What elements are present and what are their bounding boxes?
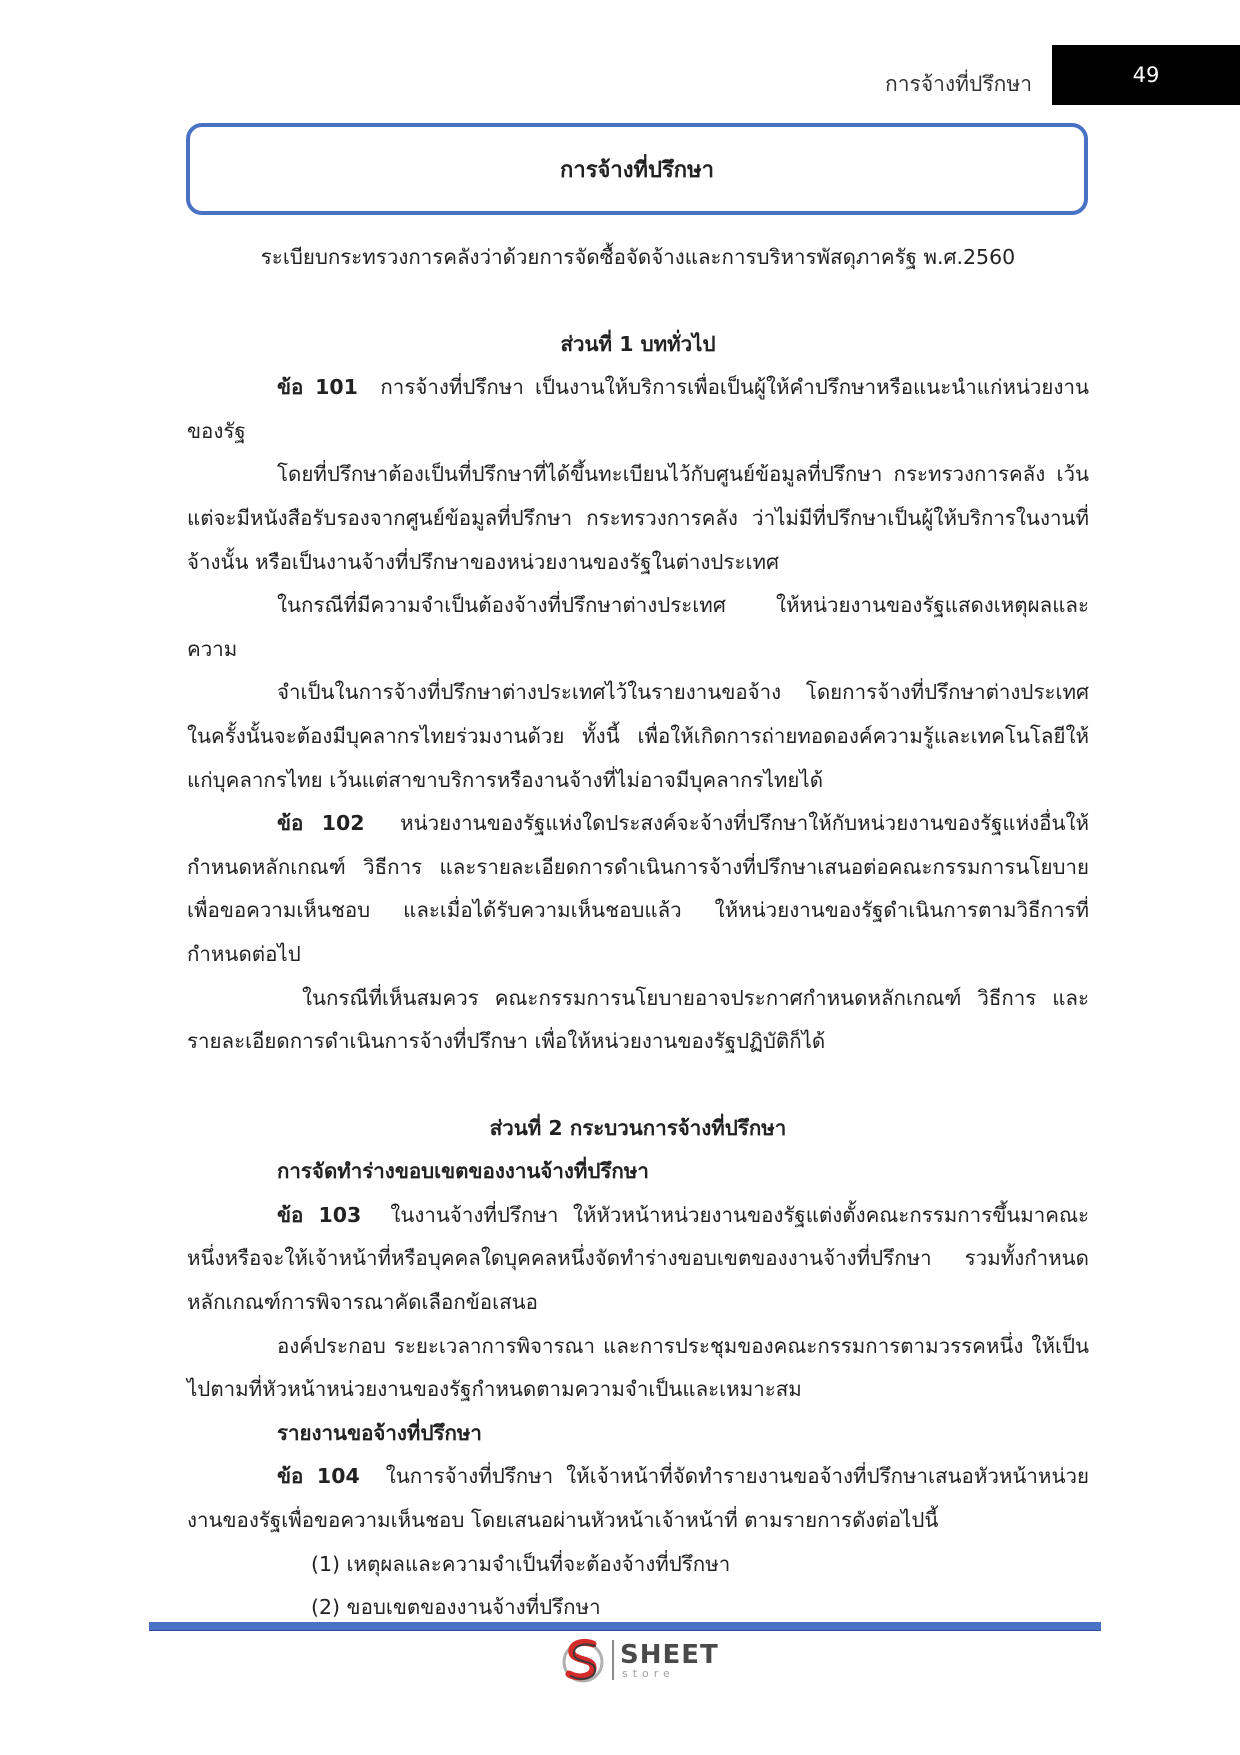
logo-word: SHEET: [620, 1639, 719, 1670]
section-104: [187, 1455, 1089, 1542]
list-item: (1) เหตุผลและความจำเป็นที่จะต้องจ้างที่ปรึกษา: [311, 1551, 731, 1576]
subheading-tor: การจัดทำร่างขอบเขตของงานจ้างที่ปรึกษา: [277, 1159, 649, 1184]
page-number: 49: [1052, 45, 1240, 105]
part2-heading: ส่วนที่ 2 กระบวนการจ้างที่ปรึกษา: [489, 1115, 787, 1140]
chapter-title-box: การจ้างที่ปรึกษา: [186, 123, 1088, 215]
logo-text: [620, 1639, 719, 1680]
list-item: (2) ขอบเขตของงานจ้างที่ปรึกษา: [311, 1595, 601, 1620]
running-title: การจ้างที่ปรึกษา: [885, 72, 1032, 96]
footer-rule: [149, 1622, 1101, 1631]
section-number: ข้อ 104: [277, 1464, 360, 1489]
logo-divider: [612, 1640, 614, 1680]
section-101: [187, 366, 1089, 453]
section-number: ข้อ 103: [277, 1202, 362, 1227]
sheet-store-logo-icon: [560, 1634, 606, 1686]
section-text: การจ้างที่ปรึกษา เป็นงานให้บริการเพื่อเป็นผู้ให้คำปรึกษาหรือแนะนำแก่หน่วยงานของรัฐ: [187, 375, 1089, 443]
document-body: [187, 236, 1089, 1630]
section-number: ข้อ 102: [277, 811, 365, 836]
section-number: ข้อ 101: [277, 375, 358, 400]
section-text: หน่วยงานของรัฐแห่งใดประสงค์จะจ้างที่ปรึกษาให้กับหน่วยงานของรัฐแห่งอื่นให้กำหนดหลักเกณฑ์ วิธีการ และรายละเอียดการดำเนินการจ้างที่ปรึกษาเสนอต่อคณะกรรมการนโยบายเพื่อขอความเห็นชอบ และเมื่อได้รับความเห็นชอบแล้ว ให้หน่วยงานของรัฐดำเนินการตามวิธีการที่กำหนดต่อไป: [187, 811, 1089, 966]
section-text: ในงานจ้างที่ปรึกษา ให้หัวหน้าหน่วยงานของรัฐแต่งตั้งคณะกรรมการขึ้นมาคณะหนึ่งหรือจะให้เจ้าหน้าที่หรือบุคคลใดบุคคลหนึ่งจัดทำร่างขอบเขตของงานจ้างที่ปรึกษา รวมทั้งกำหนดหลักเกณฑ์การพิจารณาคัดเลือกข้อเสนอ: [187, 1202, 1089, 1315]
section-text: ในการจ้างที่ปรึกษา ให้เจ้าหน้าที่จัดทำรายงานขอจ้างที่ปรึกษาเสนอหัวหน้าหน่วยงานของรัฐเพื่อขอความเห็นชอบ โดยเสนอผ่านหัวหน้าเจ้าหน้าที่ ตามรายการดังต่อไปนี้: [187, 1464, 1089, 1533]
paragraph: ในกรณีที่เห็นสมควร คณะกรรมการนโยบายอาจประกาศกำหนดหลักเกณฑ์ วิธีการ และรายละเอียดการดำเนินการจ้างที่ปรึกษา เพื่อให้หน่วยงานของรัฐปฏิบัติก็ได้: [187, 985, 1089, 1054]
regulation-heading: ระเบียบกระทรวงการคลังว่าด้วยการจัดซื้อจัดจ้างและการบริหารพัสดุภาครัฐ พ.ศ.2560: [260, 245, 1016, 269]
section-102: [187, 802, 1089, 976]
part1-heading: ส่วนที่ 1 บททั่วไป: [560, 331, 716, 356]
sheet-store-logo: [560, 1632, 719, 1688]
section-103: [187, 1194, 1089, 1325]
subheading-report: รายงานขอจ้างที่ปรึกษา: [277, 1420, 482, 1445]
paragraph: โดยที่ปรึกษาต้องเป็นที่ปรึกษาที่ได้ขึ้นทะเบียนไว้กับศูนย์ข้อมูลที่ปรึกษา กระทรวงการคลัง เว้นแต่จะมีหนังสือรับรองจากศูนย์ข้อมูลที่ปรึกษา กระทรวงการคลัง ว่าไม่มีที่ปรึกษาเป็นผู้ให้บริการในงานที่จ้างนั้น หรือเป็นงานจ้างที่ปรึกษาของหน่วยงานของรัฐในต่างประเทศ: [187, 462, 1089, 574]
logo-subtext: store: [622, 1666, 675, 1680]
paragraph: องค์ประกอบ ระยะเวลาการพิจารณา และการประชุมของคณะกรรมการตามวรรคหนึ่ง ให้เป็นไปตามที่หัวหน้าหน่วยงานของรัฐกำหนดตามความจำเป็นและเหมาะสม: [187, 1333, 1089, 1402]
paragraph: ในกรณีที่มีความจำเป็นต้องจ้างที่ปรึกษาต่างประเทศ ให้หน่วยงานของรัฐแสดงเหตุผลและความ: [187, 593, 1089, 661]
paragraph: จำเป็นในการจ้างที่ปรึกษาต่างประเทศไว้ในรายงานขอจ้าง โดยการจ้างที่ปรึกษาต่างประเทศในครั้งนั้นจะต้องมีบุคลากรไทยร่วมงานด้วย ทั้งนี้ เพื่อให้เกิดการถ่ายทอดองค์ความรู้และเทคโนโลยีให้แก่บุคลากรไทย เว้นแต่สาขาบริการหรืองานจ้างที่ไม่อาจมีบุคลากรไทยได้: [187, 680, 1089, 792]
